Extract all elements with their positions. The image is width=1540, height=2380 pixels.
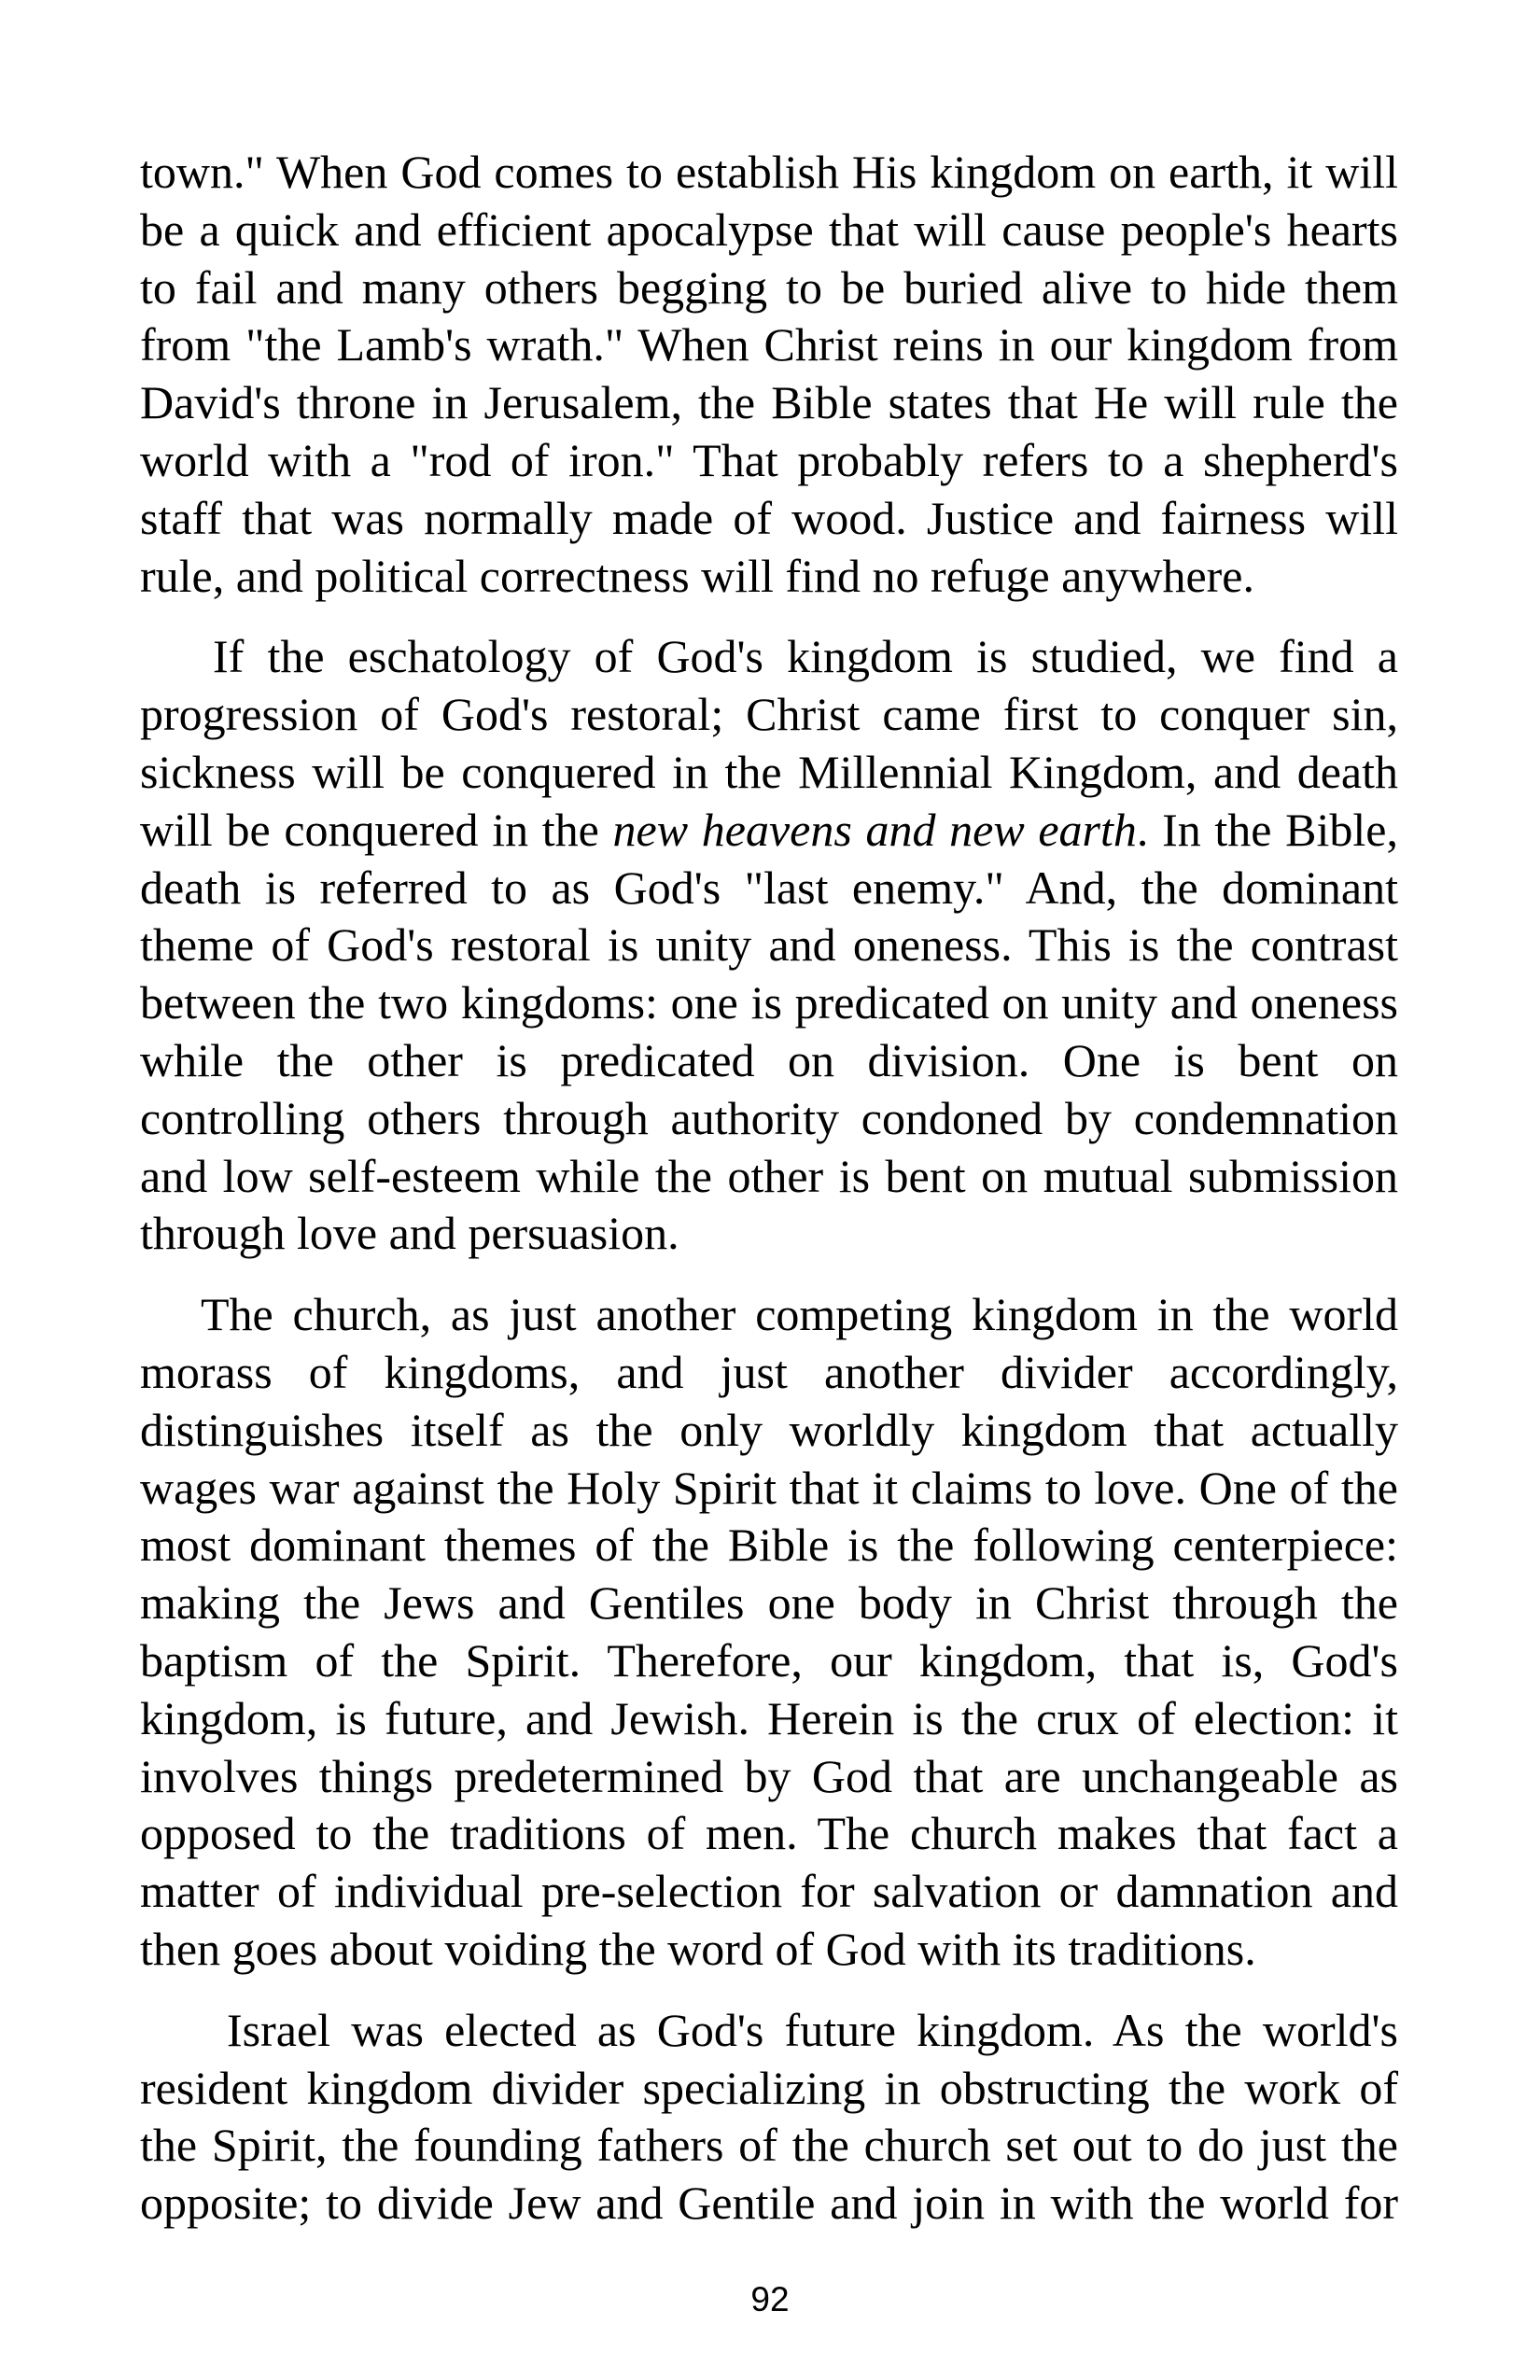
body-text bbox=[140, 144, 1398, 2256]
paragraph-2-text-end: . In the Bible, death is referred to as God's "last enemy." And, the dominant theme of God's restoral is unity and oneness. This is the contrast between the two kingdoms: one is predicated on unity and oneness while the other is predicated on division. One is bent on controlling others through authority condoned by condemnation and low self-esteem while the other is bent on mutual submission through love and persuasion. bbox=[140, 803, 1398, 1260]
paragraph-2-italic-phrase: new heavens and new earth bbox=[612, 803, 1137, 856]
paragraph-4-text: Israel was elected as God's future kingdom. As the world's resident kingdom divider specializing in obstructing the work of the Spirit, the founding fathers of the church set out to do just the opposite; to divide Jew and Gentile and join in with the world for bbox=[140, 2003, 1398, 2230]
page-number: 92 bbox=[750, 2280, 790, 2318]
paragraph-3 bbox=[140, 1286, 1398, 1979]
paragraph-4 bbox=[140, 2002, 1398, 2233]
paragraph-1-text: town." When God comes to establish His kingdom on earth, it will be a quick and efficient apocalypse that will cause people's hearts to fail and many others begging to be buried alive to hide them from "the Lamb's wrath." When Christ reins in our kingdom from David's throne in Jerusalem, the Bible states that He will rule the world with a "rod of iron." That probably refers to a shepherd's staff that was normally made of wood. Justice and fairness will rule, and political correctness will find no refuge anywhere. bbox=[140, 146, 1398, 602]
paragraph-2 bbox=[140, 628, 1398, 1263]
paragraph-3-text: The church, as just another competing kingdom in the world morass of kingdoms, and just another divider accordingly, distinguishes itself as the only worldly kingdom that actually wages war against the Holy Spirit that it claims to love. One of the most dominant themes of the Bible is the following centerpiece: making the Jews and Gentiles one body in Christ through the baptism of the Spirit. Therefore, our kingdom, that is, God's kingdom, is future, and Jewish. Herein is the crux of election: it involves things predetermined by God that are unchangeable as opposed to the traditions of men. The church makes that fact a matter of individual pre-selection for salvation or damnation and then goes about voiding the word of God with its traditions. bbox=[140, 1288, 1398, 1975]
paragraph-1 bbox=[140, 144, 1398, 605]
paragraph-2-text-start: If the eschatology of God's kingdom is studied, we find a progression of God's restoral; Christ came first to conquer sin, sickness will be conquered in the Millennial Kingdom, and death will be conquered in the bbox=[140, 630, 1398, 856]
